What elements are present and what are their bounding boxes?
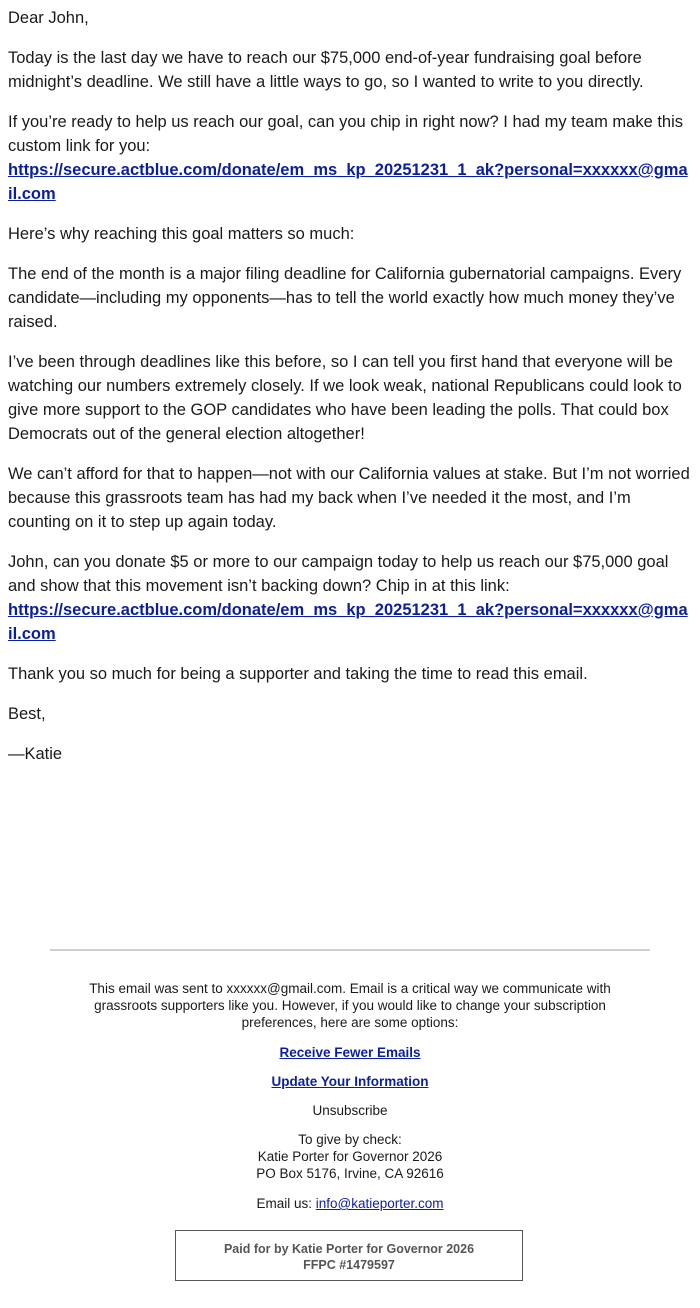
footer-divider [50, 949, 650, 951]
paragraph-intro: Today is the last day we have to reach our $75,000 end-of-year fundraising goal before midnight’s deadline. We still have a little ways to go, so I wanted to write to you directly. [8, 49, 644, 91]
paragraph-donate-ask [8, 550, 692, 646]
paragraph-thanks: Thank you so much for being a supporter and taking the time to read this email. [8, 665, 588, 683]
donate-link-1[interactable]: https://secure.actblue.com/donate/em_ms_kp_20251231_1_ak?personal=xxxxxx@gmail.com [8, 161, 688, 203]
paragraph-watching: I’ve been through deadlines like this before, so I can tell you first hand that everyone will be watching our numbers extremely closely. If we look weak, national Republicans could look to give more support to the GOP candidates who have been leading the polls. That could box Democrats out of the general election altogether! [8, 353, 682, 443]
ffpc-number: FFPC #1479597 [303, 1258, 395, 1272]
greeting: Dear John, [8, 9, 89, 27]
signature: —Katie [8, 745, 63, 763]
email-footer [50, 980, 650, 1212]
paragraph-donate-ask-text: John, can you donate $5 or more to our campaign today to help us reach our $75,000 goal and show that this movement isn’t backing down? Chip in at this link: [8, 553, 669, 595]
paragraph-values: We can’t afford for that to happen—not with our California values at stake. But I’m not worried because this grassroots team has had my back when I’ve needed it the most, and I’m counting on it to step up again today. [8, 465, 690, 531]
paid-for-disclaimer [175, 1230, 523, 1281]
receive-fewer-emails-link[interactable]: Receive Fewer Emails [279, 1045, 421, 1060]
update-information-link[interactable]: Update Your Information [271, 1074, 429, 1089]
check-heading: To give by check: [298, 1132, 402, 1147]
email-us-label: Email us: [256, 1196, 316, 1211]
paragraph-ask [8, 110, 692, 206]
signoff: Best, [8, 705, 46, 723]
email-us-line [50, 1195, 650, 1212]
check-address: PO Box 5176, Irvine, CA 92616 [256, 1166, 444, 1181]
check-address-block [50, 1131, 650, 1182]
receive-fewer-emails-item [50, 1044, 650, 1061]
update-information-item [50, 1073, 650, 1090]
check-payee: Katie Porter for Governor 2026 [257, 1149, 443, 1164]
paid-for-text: Paid for by Katie Porter for Governor 2026 [223, 1242, 475, 1256]
paragraph-why: Here’s why reaching this goal matters so much: [8, 225, 355, 243]
unsubscribe-link[interactable]: Unsubscribe [312, 1103, 388, 1118]
email-us-link[interactable]: info@katieporter.com [315, 1196, 444, 1211]
paragraph-deadline: The end of the month is a major filing deadline for California gubernatorial campaigns. Every candidate—including my opponents—has to tell the world exactly how much money they’ve raised. [8, 265, 682, 331]
donate-link-2[interactable]: https://secure.actblue.com/donate/em_ms_kp_20251231_1_ak?personal=xxxxxx@gmail.com [8, 601, 688, 643]
email-body [8, 6, 692, 782]
footer-notice: This email was sent to xxxxxx@gmail.com. Email is a critical way we communicate with grassroots supporters like you. However, if you would like to change your subscription preferences, here are some options: [89, 981, 611, 1030]
paragraph-ask-text: If you’re ready to help us reach our goal, can you chip in right now? I had my team make this custom link for you: [8, 113, 684, 155]
